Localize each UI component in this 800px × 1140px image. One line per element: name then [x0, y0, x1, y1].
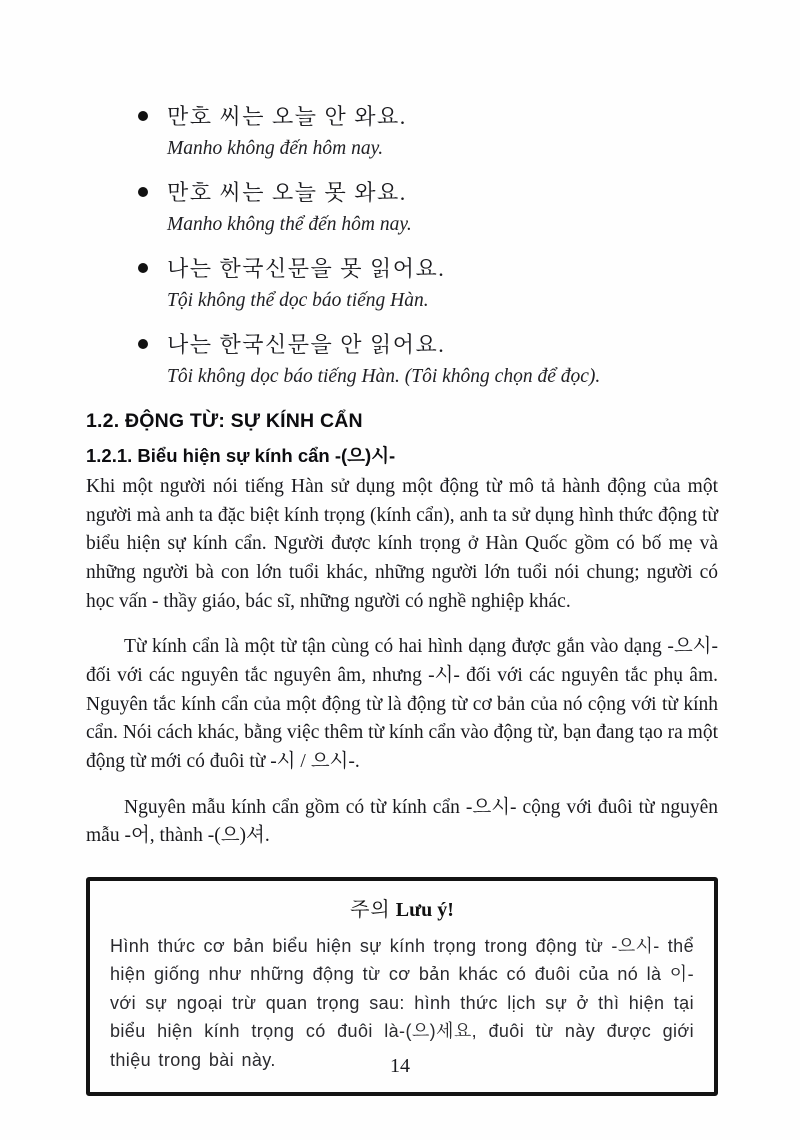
bullet-icon: [138, 187, 148, 197]
korean-sentence: 나는 한국신문을 못 읽어요.: [167, 256, 446, 281]
example-item: [138, 252, 718, 312]
section-heading: 1.2. ĐỘNG TỪ: SỰ KÍNH CẨN: [86, 410, 363, 432]
korean-sentence: 만호 씨는 오늘 안 와요.: [167, 104, 407, 129]
bullet-icon: [138, 111, 148, 121]
note-box-title: [110, 893, 694, 922]
page-number: 14: [390, 1055, 410, 1077]
example-item: [138, 176, 718, 236]
korean-sentence-row: [138, 100, 718, 131]
example-item: [138, 100, 718, 160]
note-title-vietnamese: Lưu ý!: [395, 898, 454, 921]
vietnamese-translation: Manho không đến hôm nay.: [167, 138, 384, 159]
example-item: [138, 328, 718, 388]
korean-sentence-row: [138, 252, 718, 283]
vietnamese-translation: Tội không thể dọc báo tiếng Hàn.: [167, 290, 429, 311]
bullet-icon: [138, 339, 148, 349]
paragraph-1: Khi một người nói tiếng Hàn sử dụng một động từ mô tả hành động của một người mà anh ta đặc biệt kính trọng (kính cẩn), anh ta sử dụng hình thức động từ biểu hiện sự kính cẩn. Người được kính trọng ở Hàn Quốc gồm có bố mẹ và những người bà con lớn tuổi khác, những người lớn tuổi nói chung; người có học vấn - thầy giáo, bác sĩ, những người có nghề nghiệp khác.: [86, 476, 718, 612]
example-list: [138, 100, 718, 388]
korean-sentence: 나는 한국신문을 안 읽어요.: [167, 332, 446, 357]
note-box-body: Hình thức cơ bản biểu hiện sự kính trọng trong động từ -으시- thể hiện giống như những động từ cơ bản khác có đuôi của nó là 이- với sự ngoại trừ quan trọng sau: hình thức lịch sự ở thì hiện tại biểu hiện kính trọng có đuôi là-(으)세요, đuôi từ này được giới thiệu trong bài này.: [110, 935, 694, 1070]
korean-sentence: 만호 씨는 오늘 못 와요.: [167, 180, 407, 205]
paragraph-3: Nguyên mẫu kính cẩn gồm có từ kính cẩn -으시- cộng với đuôi từ nguyên mẫu -어, thành -(으)셔.: [86, 796, 718, 847]
subsection-heading: 1.2.1. Biểu hiện sự kính cẩn -(으)시-: [86, 445, 396, 466]
korean-sentence-row: [138, 176, 718, 207]
vietnamese-translation: Tôi không dọc báo tiếng Hàn. (Tôi không chọn để đọc).: [167, 366, 601, 387]
vietnamese-translation: Manho không thể đến hôm nay.: [167, 214, 412, 235]
paragraph-2: Từ kính cẩn là một từ tận cùng có hai hình dạng được gắn vào dạng -으시- đối với các nguyên tắc nguyên âm, nhưng -시- đối với các nguyên tắc phụ âm. Nguyên tắc kính cẩn của một động từ là động từ cơ bản của nó cộng với từ kính cẩn. Nói cách khác, bằng việc thêm từ kính cẩn vào động từ, bạn đang tạo ra một động từ mới có đuôi từ -시 / 으시-.: [86, 636, 718, 772]
korean-sentence-row: [138, 328, 718, 359]
note-title-korean: 주의: [350, 898, 391, 921]
bullet-icon: [138, 263, 148, 273]
